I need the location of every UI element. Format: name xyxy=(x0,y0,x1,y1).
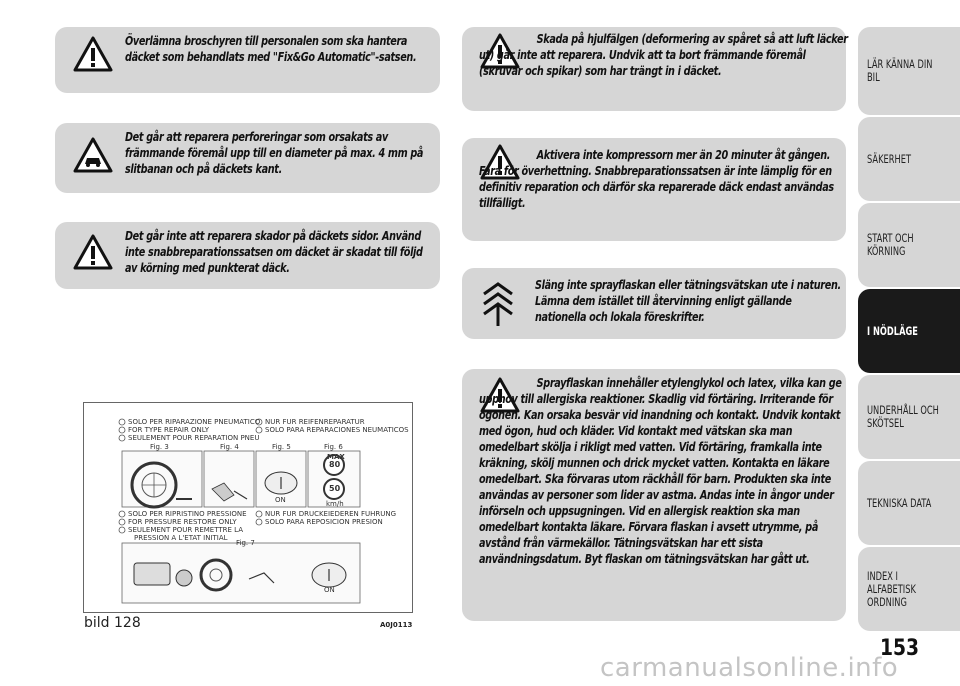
tab-lar-kanna-din-bil[interactable] xyxy=(858,27,960,115)
tab-start-och-korning[interactable] xyxy=(858,203,960,287)
warning-text: Skada på hjulfälgen (deformering av spåret så att luft läcker ut) går inte att reparera. Undvik att ta bort främmande föremål (skruvar och spikar) som har trängt in i däcket. xyxy=(479,31,848,78)
warning-text: Det går inte att reparera skador på däckets sidor. Använd inte snabbreparationssatsen om däcket är skadat till följd av körning med punkterat däck. xyxy=(125,228,423,275)
tab-label: I NÖDLÄGE xyxy=(867,323,918,338)
tab-sakerhet[interactable] xyxy=(858,117,960,201)
warning-triangle-icon xyxy=(73,36,113,72)
tab-label: TEKNISKA DATA xyxy=(867,495,932,510)
legend-line: FOR PRESSURE RESTORE ONLY xyxy=(128,518,237,526)
figure-code: A0J0113 xyxy=(380,621,413,629)
legend-line: SEULEMENT POUR REMETTRE LA xyxy=(128,526,243,534)
car-warning-icon xyxy=(73,137,113,173)
warning-box-sides xyxy=(55,222,440,289)
figure-caption: bild 128 xyxy=(84,615,141,631)
fig-label: Fig. 3 xyxy=(150,443,169,451)
legend-line: PRESSION A L'ETAT INITIAL xyxy=(134,534,228,542)
on-label: ON xyxy=(324,586,335,594)
legend-line: NUR FUR DRUCKEIEDEREN FUHRUNG xyxy=(265,510,397,518)
warning-triangle-icon xyxy=(73,234,113,270)
tab-label: INDEX I ALFABETISK ORDNING xyxy=(867,568,916,609)
warning-box-compressor xyxy=(462,138,846,241)
tab-tekniska-data[interactable] xyxy=(858,461,960,545)
warning-text: Sprayflaskan innehåller etylenglykol och latex, vilka kan ge upphov till allergiska reaktioner. Skadlig vid förtäring. Irriterande för ögonen. Kan orsaka besvär vid inandning och kontakt. Undvik kontakt med ögon, hud och kläder. Vid kontakt med vätskan ska man omedelbart skölja i rikligt med vatten. Vid förtäring, framkalla inte kräkning, skölj munnen och drick mycket vatten. Kontakta en läkare omedelbart. Ska förvaras utom räckhåll för barn. Produkten ska inte användas av personer som lider av astma. Andas inte in ångor under införseln och uppsugningen. Vid en allergisk reaktion ska man omedelbart kontakta läkare. Förvara flaskan i avsett utrymme, på avstånd från värmekällor. Tätningsvätskan har ett sista användningsdatum. Byt flaskan om tätningsvätskan har gått ut. xyxy=(479,375,842,566)
speed-unit: km/h xyxy=(326,500,344,508)
on-label: ON xyxy=(275,496,286,504)
legend-line: SOLO PARA REPARACIONES NEUMATICOS xyxy=(265,426,409,434)
speed-max: MAX xyxy=(327,453,345,461)
warning-box-brochure xyxy=(55,27,440,93)
speed-50: 50 xyxy=(329,484,341,493)
tab-underhall-och-skotsel[interactable] xyxy=(858,375,960,459)
fig-label: Fig. 4 xyxy=(220,443,239,451)
info-text: Det går att reparera perforeringar som orsakats av främmande föremål upp till en diameter på max. 4 mm på slitbanan och på däckets kant. xyxy=(125,129,424,176)
recycle-box xyxy=(462,268,846,339)
figure-kit-label xyxy=(83,402,413,613)
legend-line: FOR TYPE REPAIR ONLY xyxy=(128,426,210,434)
watermark: carmanualsonline.info xyxy=(600,653,899,683)
fig-label: Fig. 5 xyxy=(272,443,291,451)
warning-text: Överlämna broschyren till personalen som ska hantera däcket som behandlats med "Fix&Go Automatic"-satsen. xyxy=(125,33,417,64)
recycle-text: Släng inte sprayflaskan eller tätningsvätskan ute i naturen. Lämna dem istället till återvinning enligt gällande nationella och lokala föreskrifter. xyxy=(535,277,841,324)
legend-line: SOLO PER RIPARAZIONE PNEUMATICO xyxy=(128,418,261,426)
speed-80: 80 xyxy=(329,460,341,469)
legend-line: SOLO PARA REPOSICION PRESION xyxy=(265,518,383,526)
fig-label: Fig. 7 xyxy=(236,539,255,547)
tab-label: SÄKERHET xyxy=(867,151,912,166)
warning-box-spray xyxy=(462,369,846,621)
warning-box-rim xyxy=(462,27,846,111)
tab-label: UNDERHÅLL OCH SKÖTSEL xyxy=(867,403,939,430)
tab-label: START OCH KÖRNING xyxy=(867,231,914,258)
tab-index-i-alfabetisk-ordning[interactable] xyxy=(858,547,960,631)
tab-i-nodlage[interactable] xyxy=(858,289,960,373)
legend-line: NUR FUR REIFENREPARATUR xyxy=(265,418,365,426)
recycle-icon xyxy=(478,280,518,328)
legend-line: SEULEMENT POUR REPARATION PNEU xyxy=(128,434,260,442)
legend-line: SOLO PER RIPRISTINO PRESSIONE xyxy=(128,510,247,518)
fig-label: Fig. 6 xyxy=(324,443,343,451)
warning-text: Aktivera inte kompressorn mer än 20 minuter åt gången. Fara för överhettning. Snabbreparationssatsen är inte lämplig för en definitiv reparation och därför ska reparerade däck endast användas tillfälligt. xyxy=(479,147,834,210)
tab-label: LÄR KÄNNA DIN BIL xyxy=(867,57,933,84)
info-box-perforation xyxy=(55,123,440,193)
page-number: 153 xyxy=(880,636,920,661)
